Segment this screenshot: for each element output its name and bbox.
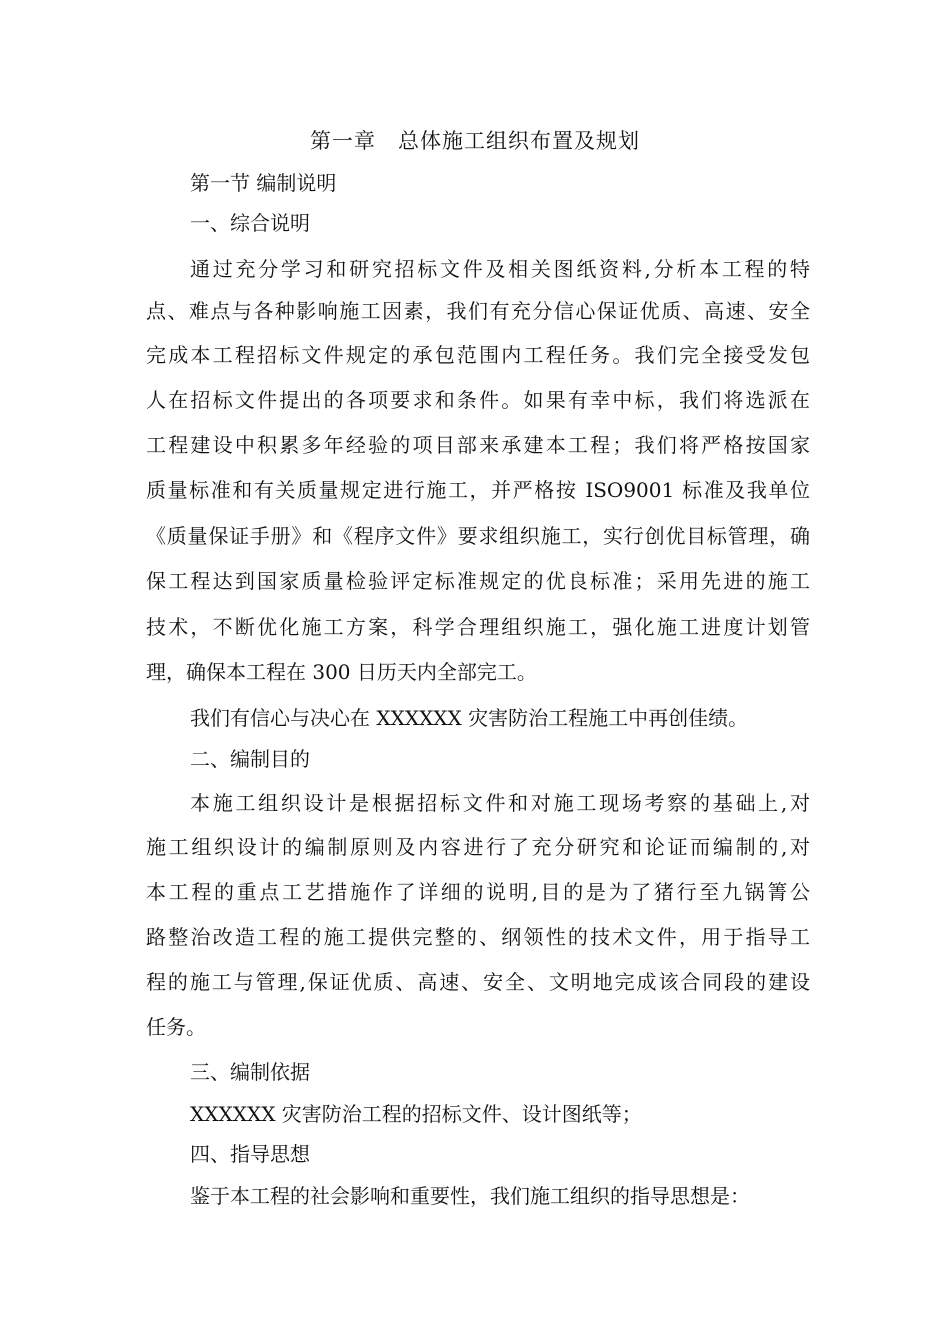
- paragraph-line: 质量标准和有关质量规定进行施工，并严格按 ISO9001 标准及我单位: [146, 478, 810, 502]
- section-title: 第一节 编制说明: [190, 171, 337, 195]
- paragraph-line: 路整治改造工程的施工提供完整的、纲领性的技术文件，用于指导工: [146, 925, 810, 949]
- heading-compilation-purpose: 二、编制目的: [190, 747, 310, 771]
- paragraph-line: 我们有信心与决心在 XXXXXX 灾害防治工程施工中再创佳绩。: [190, 706, 749, 730]
- paragraph-line: 本工程的重点工艺措施作了详细的说明,目的是为了猪行至九锅箐公: [146, 880, 810, 904]
- paragraph-line: 保工程达到国家质量检验评定标准规定的优良标准；采用先进的施工: [146, 569, 810, 593]
- paragraph-line: 技术，不断优化施工方案，科学合理组织施工，强化施工进度计划管: [146, 615, 810, 639]
- paragraph-line: 完成本工程招标文件规定的承包范围内工程任务。我们完全接受发包: [146, 343, 810, 367]
- paragraph-line: 本施工组织设计是根据招标文件和对施工现场考察的基础上,对: [190, 791, 810, 815]
- paragraph-line: 点、难点与各种影响施工因素，我们有充分信心保证优质、高速、安全: [146, 299, 810, 323]
- heading-guiding-ideology: 四、指导思想: [190, 1142, 310, 1166]
- paragraph-line: XXXXXX 灾害防治工程的招标文件、设计图纸等；: [190, 1102, 642, 1126]
- paragraph-line: 《质量保证手册》和《程序文件》要求组织施工，实行创优目标管理，确: [146, 524, 810, 548]
- paragraph-line: 施工组织设计的编制原则及内容进行了充分研究和论证而编制的,对: [146, 835, 810, 859]
- paragraph-line: 通过充分学习和研究招标文件及相关图纸资料,分析本工程的特: [190, 257, 810, 281]
- paragraph-line: 程的施工与管理,保证优质、高速、安全、文明地完成该合同段的建设: [146, 970, 810, 994]
- paragraph-line: 理，确保本工程在 300 日历天内全部完工。: [146, 660, 537, 684]
- chapter-title: 第一章 总体施工组织布置及规划: [310, 129, 640, 153]
- heading-compilation-basis: 三、编制依据: [190, 1060, 310, 1084]
- paragraph-line: 工程建设中积累多年经验的项目部来承建本工程；我们将严格按国家: [146, 433, 810, 457]
- paragraph-line: 任务。: [146, 1015, 206, 1039]
- paragraph-line: 人在招标文件提出的各项要求和条件。如果有幸中标，我们将选派在: [146, 388, 810, 412]
- paragraph-line: 鉴于本工程的社会影响和重要性，我们施工组织的指导思想是：: [190, 1184, 750, 1208]
- heading-comprehensive-description: 一、综合说明: [190, 211, 310, 235]
